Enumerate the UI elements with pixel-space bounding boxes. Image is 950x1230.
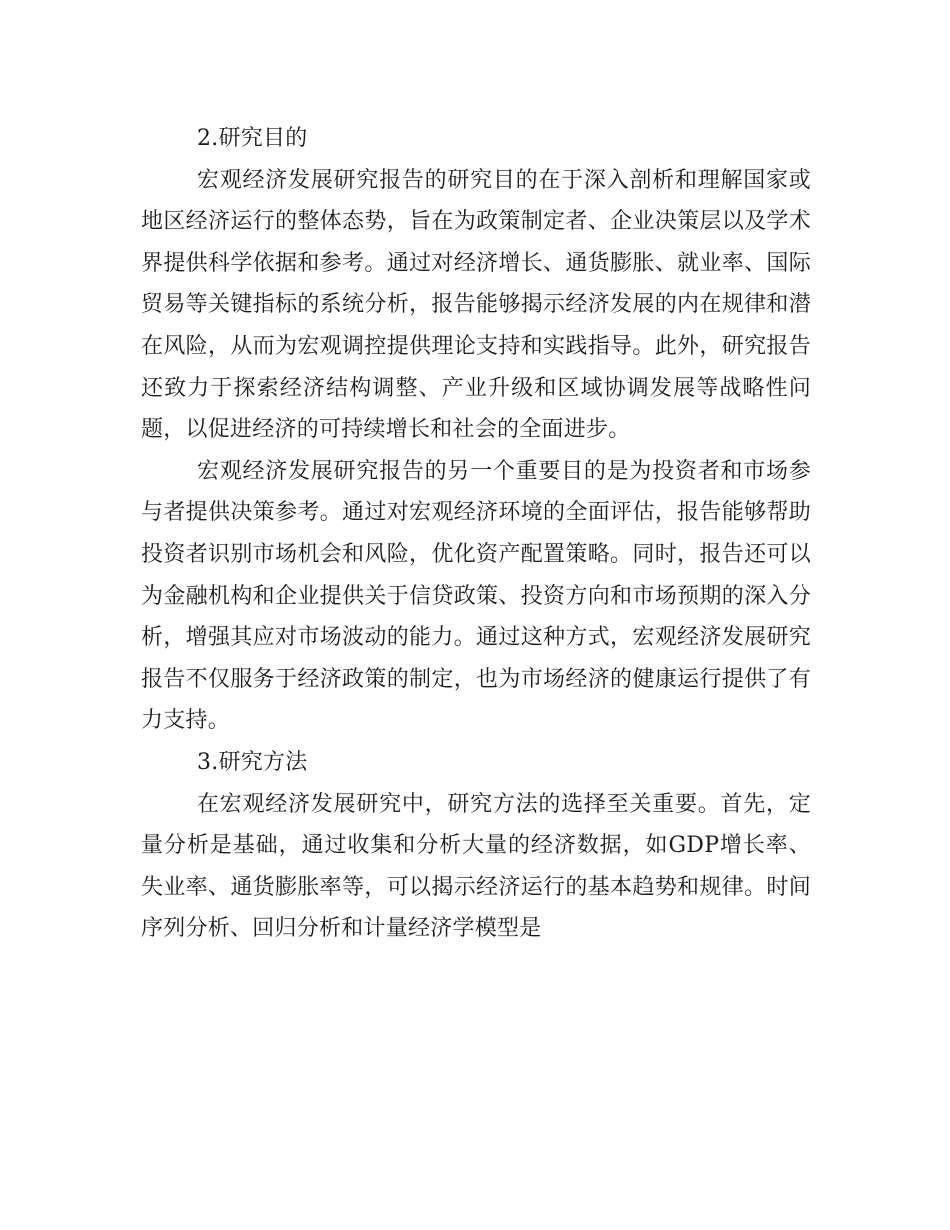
paragraph-research-method-1: 在宏观经济发展研究中，研究方法的选择至关重要。首先，定量分析是基础，通过收集和分析大量的经济数据，如GDP增长率、失业率、通货膨胀率等，可以揭示经济运行的基本趋势和规律。时间序列分析、回归分析和计量经济学模型是 xyxy=(141,791,811,942)
section-heading-research-method: 3.研究方法 xyxy=(197,749,308,775)
document-body xyxy=(141,118,811,950)
section-heading-research-purpose: 2.研究目的 xyxy=(197,126,308,151)
paragraph-research-purpose-2: 宏观经济发展研究报告的另一个重要目的是为投资者和市场参与者提供决策参考。通过对宏观经济环境的全面评估，报告能够帮助投资者识别市场机会和风险，优化资产配置策略。同时，报告还可以为金融机构和企业提供关于信贷政策、投资方向和市场预期的深入分析，增强其应对市场波动的能力。通过这种方式，宏观经济发展研究报告不仅服务于经济政策的制定，也为市场经济的健康运行提供了有力支持。 xyxy=(141,458,811,734)
paragraph-research-purpose-1: 宏观经济发展研究报告的研究目的在于深入剖析和理解国家或地区经济运行的整体态势，旨在为政策制定者、企业决策层以及学术界提供科学依据和参考。通过对经济增长、通货膨胀、就业率、国际贸易等关键指标的系统分析，报告能够揭示经济发展的内在规律和潜在风险，从而为宏观调控提供理论支持和实践指导。此外，研究报告还致力于探索经济结构调整、产业升级和区域协调发展等战略性问题，以促进经济的可持续增长和社会的全面进步。 xyxy=(141,167,811,443)
